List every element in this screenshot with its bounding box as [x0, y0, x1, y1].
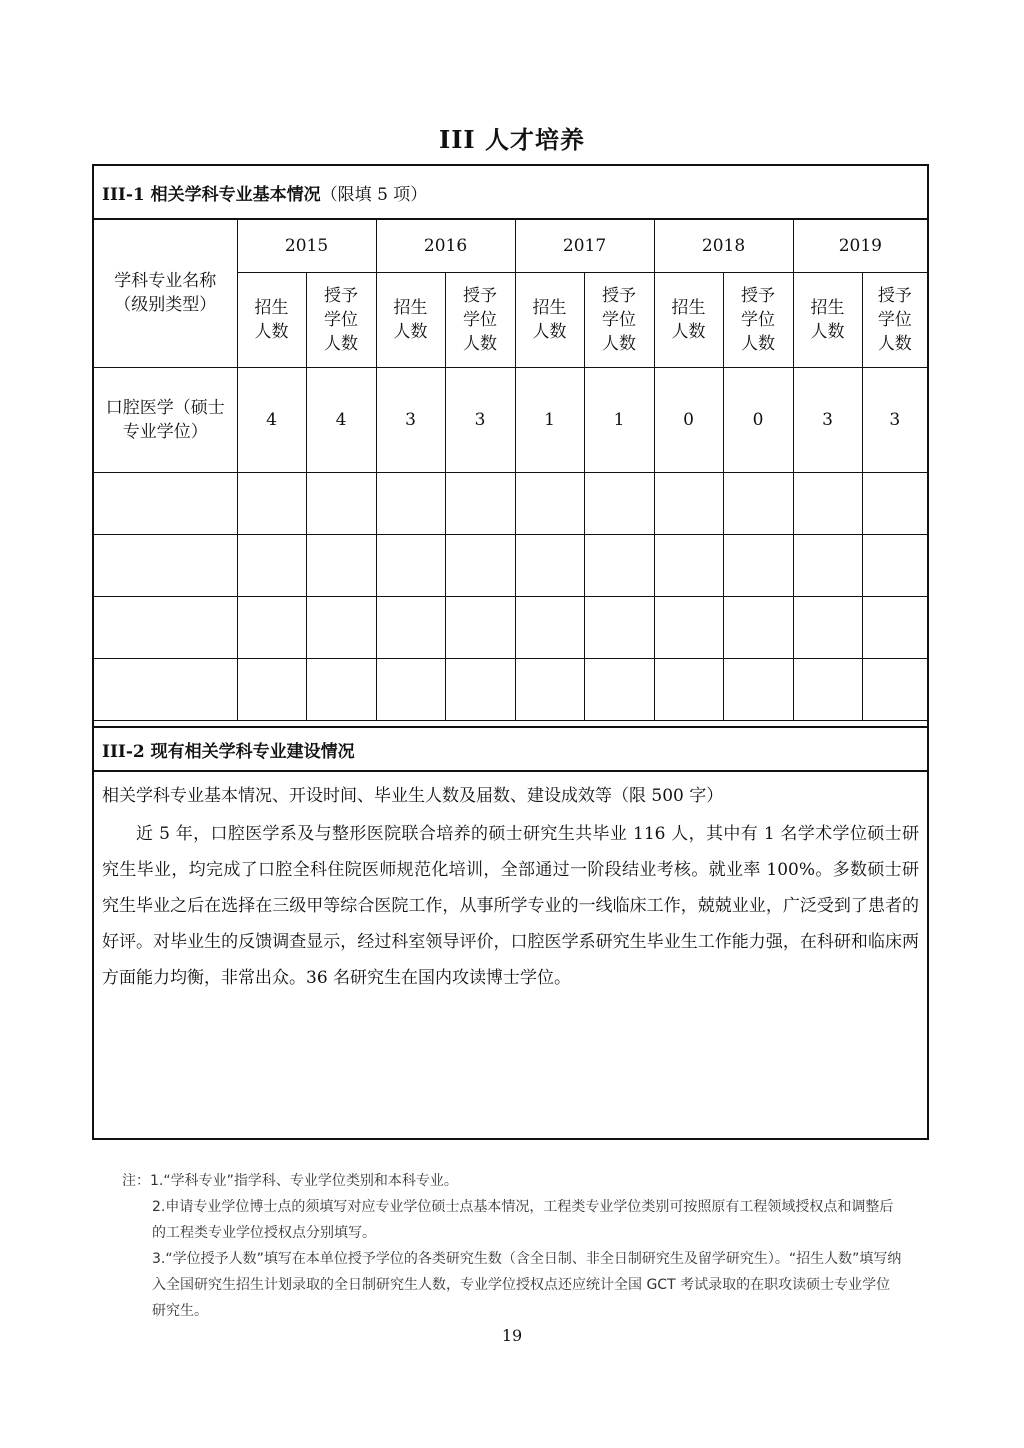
page-title: III 人才培养	[438, 125, 586, 154]
enroll-count-header: 招生人数	[237, 272, 306, 367]
value-cell: 4	[306, 367, 376, 472]
section-2-paragraph: 近 5 年，口腔医学系及与整形医院联合培养的硕士研究生共毕业 116 人，其中有 1 名学术学位硕士研究生毕业，均完成了口腔全科住院医师规范化培训，全部通过一阶段结业考核。就业率 100%。多数硕士研究生毕业之后在选择在三级甲等综合医院工作，从事所学专业的一线临床工作，兢兢业业，广泛受到了患者的好评。对毕业生的反馈调查显示，经过科室领导评价，口腔医学系研究生毕业生工作能力强，在科研和临床两方面能力均衡，非常出众。36 名研究生在国内攻读博士学位。	[102, 824, 919, 988]
section-1-title: III-1 相关学科专业基本情况	[102, 184, 321, 205]
value-cell: 3	[862, 367, 927, 472]
major-name-cell: 口腔医学（硕士专业学位）	[94, 367, 237, 472]
degree-count-header: 授予学位人数	[445, 272, 515, 367]
degree-count-header: 授予学位人数	[862, 272, 927, 367]
major-name-header: 学科专业名称（级别类型）	[94, 220, 237, 367]
page-number: 19	[501, 1326, 523, 1345]
footnote-3: 3.“学位授予人数”填写在本单位授予学位的各类研究生数（含全日制、非全日制研究生及留学研究生）。“招生人数”填写纳入全国研究生招生计划录取的全日制研究生人数，专业学位授权点还应统计全国 GCT 考试录取的在职攻读硕士专业学位研究生。	[152, 1251, 902, 1319]
section-2-prompt: 相关学科专业基本情况、开设时间、毕业生人数及届数、建设成效等（限 500 字）	[102, 786, 724, 806]
degree-count-header: 授予学位人数	[306, 272, 376, 367]
year-header: 2018	[654, 220, 793, 272]
section-1-heading	[94, 166, 927, 220]
year-header-row	[94, 220, 927, 272]
section-2-body	[94, 774, 927, 996]
year-header: 2015	[237, 220, 376, 272]
enroll-count-header: 招生人数	[515, 272, 584, 367]
footnote-2: 2.申请专业学位博士点的须填写对应专业学位硕士点基本情况，工程类专业学位类别可按照原有工程领域授权点和调整后的工程类专业学位授权点分别填写。	[152, 1199, 894, 1241]
value-cell: 4	[237, 367, 306, 472]
value-cell: 1	[584, 367, 654, 472]
form-frame	[92, 164, 929, 1140]
major-stats-table	[94, 220, 927, 721]
footnote-prefix: 注：	[122, 1173, 150, 1189]
table-row	[94, 367, 927, 472]
value-cell: 1	[515, 367, 584, 472]
value-cell: 0	[723, 367, 793, 472]
degree-count-header: 授予学位人数	[584, 272, 654, 367]
value-cell: 3	[793, 367, 862, 472]
footnotes	[122, 1168, 902, 1324]
year-header: 2017	[515, 220, 654, 272]
year-header: 2016	[376, 220, 515, 272]
empty-row	[94, 472, 927, 534]
section-2-title: III-2 现有相关学科专业建设情况	[102, 741, 355, 762]
year-header: 2019	[793, 220, 927, 272]
value-cell: 0	[654, 367, 723, 472]
section-1-limit-note: （限填 5 项）	[320, 184, 428, 205]
empty-row	[94, 534, 927, 596]
section-2-heading	[94, 726, 927, 772]
footnote-1	[122, 1168, 902, 1194]
enroll-count-header: 招生人数	[793, 272, 862, 367]
value-cell: 3	[445, 367, 515, 472]
empty-row	[94, 596, 927, 658]
empty-row	[94, 658, 927, 720]
value-cell: 3	[376, 367, 445, 472]
footnote-text: 1.“学科专业”指学科、专业学位类别和本科专业。	[150, 1173, 458, 1189]
degree-count-header: 授予学位人数	[723, 272, 793, 367]
enroll-count-header: 招生人数	[654, 272, 723, 367]
enroll-count-header: 招生人数	[376, 272, 445, 367]
